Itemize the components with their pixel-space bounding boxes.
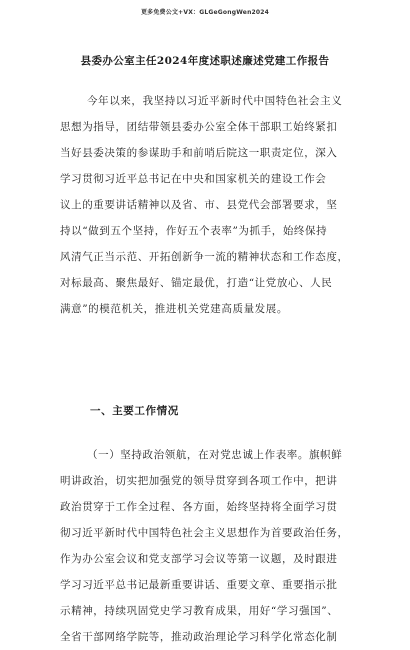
- paragraph-line: （一）坚持政治领航，在对党忠诚上作表率。旗帜鲜: [87, 449, 343, 461]
- section-heading: 一、主要工作情况: [90, 405, 179, 417]
- paragraph-line: 彻习近平新时代中国特色社会主义思想作为首要政治任务，: [60, 527, 349, 539]
- paragraph-line: 政治贯穿于工作全过程、各方面，始终坚持将全面学习贯: [60, 501, 338, 513]
- paragraph-line: 今年以来，我坚持以习近平新时代中国特色社会主义: [87, 95, 343, 107]
- section-1-paragraph: [60, 442, 354, 650]
- paragraph-line: 议上的重要讲话精神以及省、市、县党代会部署要求，坚: [60, 199, 338, 211]
- paragraph-line: 满意”的模范机关，推进机关党建高质量发展。: [60, 303, 288, 315]
- paragraph-line: 明讲政治，切实把加强党的领导贯穿到各项工作中，把讲: [60, 475, 338, 487]
- paragraph-line: 思想为指导，团结带领县委办公室全体干部职工始终紧扣: [60, 121, 338, 133]
- paragraph-line: 持以“做到五个坚持，作好五个表率”为抓手，始终保持: [60, 225, 328, 237]
- paragraph-line: 作为办公室会议和党支部学习会议等第一议题，及时跟进: [60, 553, 338, 565]
- intro-paragraph: [60, 88, 354, 322]
- paragraph-line: 风清气正当示范、开拓创新争一流的精神状态和工作态度，: [60, 251, 349, 263]
- header-note: 更多免费公文+VX：GLGeGongWen2024: [140, 9, 270, 16]
- document-title: 县委办公室主任2024年度述职述廉述党建工作报告: [80, 55, 330, 67]
- paragraph-line: 全省干部网络学院等，推动政治理论学习科学化常态化制: [60, 631, 338, 643]
- paragraph-line: 学习贯彻习近平总书记在中央和国家机关的建设工作会: [60, 173, 327, 185]
- paragraph-line: 示精神，持续巩固党史学习教育成果，用好“学习强国”、: [60, 605, 339, 617]
- paragraph-line: 当好县委决策的参谋助手和前哨后院这一职责定位，深入: [60, 147, 338, 159]
- paragraph-line: 对标最高、聚焦最好、锚定最优，打造“让党放心、人民: [60, 277, 333, 289]
- paragraph-line: 学习习近平总书记最新重要讲话、重要文章、重要指示批: [60, 579, 338, 591]
